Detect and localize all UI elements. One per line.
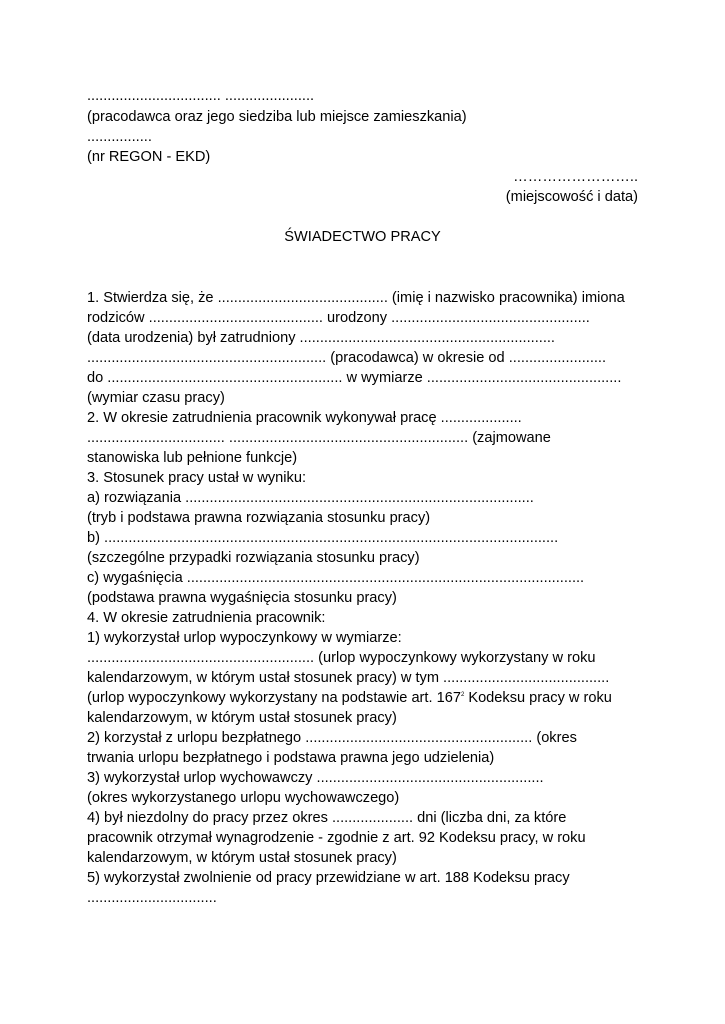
body-line: (podstawa prawna wygaśnięcia stosunku pracy): [87, 590, 397, 606]
body-line: kalendarzowym, w którym ustał stosunek pracy) w tym .........................................: [87, 670, 610, 686]
body-line: 2. W okresie zatrudnienia pracownik wykonywał pracę ....................: [87, 410, 522, 426]
body-line: (wymiar czasu pracy): [87, 390, 225, 406]
body-line: a) rozwiązania ......................................................................................: [87, 490, 534, 506]
body-line-art167: [87, 688, 612, 708]
body-line: do .......................................................... w wymiarze ................................................: [87, 370, 622, 386]
body-line: (tryb i podstawa prawna rozwiązania stosunku pracy): [87, 510, 431, 526]
body-line: 4. W okresie zatrudnienia pracownik:: [87, 610, 326, 626]
body-line: stanowiska lub pełnione funkcje): [87, 450, 298, 466]
body-line: rodziców ........................................... urodzony .................................................: [87, 310, 590, 326]
body-line: c) wygaśnięcia ..................................................................................................: [87, 570, 585, 586]
body-line: 1) wykorzystał urlop wypoczynkowy w wymiarze:: [87, 630, 402, 646]
body-line: 3) wykorzystał urlop wychowawczy ........................................................: [87, 770, 544, 786]
body-line: 3. Stosunek pracy ustał w wyniku:: [87, 470, 307, 486]
employer-dots: ................................. ......................: [87, 88, 315, 104]
employer-label: (pracodawca oraz jego siedziba lub miejsce zamieszkania): [87, 109, 467, 125]
body-line: ................................: [87, 890, 217, 906]
place-date-dots: ……………………..: [513, 169, 638, 185]
body-line: 4) był niezdolny do pracy przez okres .................... dni (liczba dni, za które: [87, 810, 567, 826]
body-line: ........................................................... (pracodawca) w okresie od ........................: [87, 350, 607, 366]
body-line: kalendarzowym, w którym ustał stosunek pracy): [87, 850, 397, 866]
body-line: 1. Stwierdza się, że .......................................... (imię i nazwisko pracownika) imiona: [87, 290, 625, 306]
body-line: 2) korzystał z urlopu bezpłatnego ........................................................ (okres: [87, 730, 577, 746]
body-line: (szczególne przypadki rozwiązania stosunku pracy): [87, 550, 420, 566]
art167-text: (urlop wypoczynkowy wykorzystany na podstawie art. 167: [87, 690, 461, 706]
art167-tail: Kodeksu pracy w roku: [464, 690, 612, 706]
art167-superscript: 2: [460, 692, 465, 698]
body-line: 5) wykorzystał zwolnienie od pracy przewidziane w art. 188 Kodeksu pracy: [87, 870, 570, 886]
body-line: (okres wykorzystanego urlopu wychowawczego): [87, 790, 400, 806]
place-date-label: (miejscowość i data): [505, 189, 638, 205]
body-line: .................................. ........................................................... (zajmowane: [87, 430, 551, 446]
body-line: (data urodzenia) był zatrudniony ...............................................................: [87, 330, 555, 346]
regon-dots: ................: [87, 129, 152, 145]
body-line: kalendarzowym, w którym ustał stosunek pracy): [87, 710, 397, 726]
body-line: b) ................................................................................................................: [87, 530, 559, 546]
body-line: ........................................................ (urlop wypoczynkowy wykorzystany w roku: [87, 650, 596, 666]
body-line: pracownik otrzymał wynagrodzenie - zgodnie z art. 92 Kodeksu pracy, w roku: [87, 830, 586, 846]
regon-label: (nr REGON - EKD): [87, 149, 211, 165]
document-title: ŚWIADECTWO PRACY: [284, 229, 441, 245]
body-line: trwania urlopu bezpłatnego i podstawa prawna jego udzielenia): [87, 750, 495, 766]
